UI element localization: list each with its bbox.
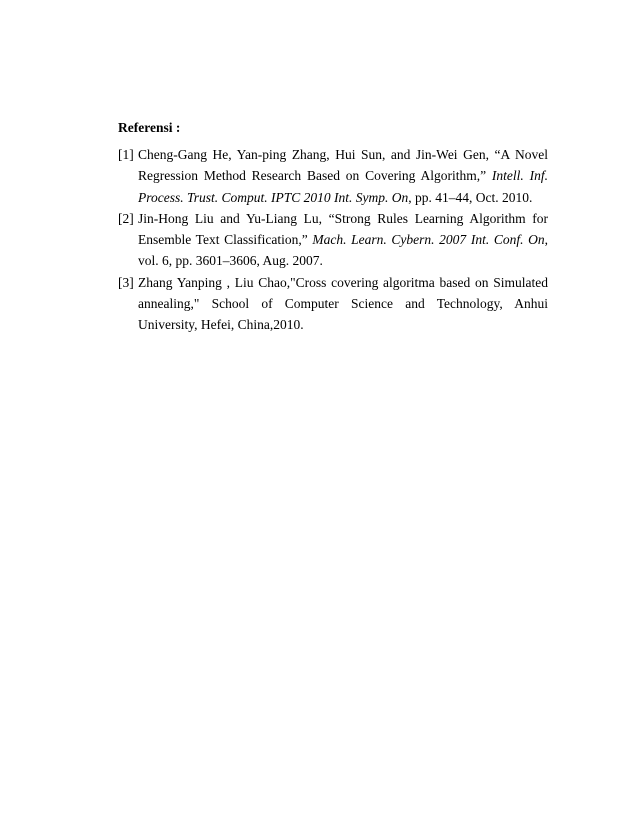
reference-text [138,144,548,208]
reference-number: [2] [118,210,134,226]
reference-item [118,272,548,336]
reference-tail: , pp. 41–44, Oct. 2010. [408,189,533,205]
references-heading: Referensi : [118,120,181,135]
reference-text [138,272,548,336]
reference-item [118,144,548,208]
reference-tail: , vol. 6, pp. 3601–3606, Aug. 2007. [138,232,548,269]
reference-text [138,208,548,272]
reference-lead: Cheng-Gang He, Yan-ping Zhang, Hui Sun, and Jin-Wei Gen, “A Novel Regression Method Research Based on Covering Algorithm,” [138,147,548,184]
reference-item [118,208,548,272]
reference-number: [3] [118,274,134,290]
reference-number: [1] [118,147,134,162]
reference-lead: Jin-Hong Liu and Yu-Liang Lu, “Strong Rules Learning Algorithm for Ensemble Text Classification,” [138,210,548,248]
reference-lead: Zhang Yanping , Liu Chao,"Cross covering algoritma based on Simulated annealing," School of Computer Science and Technology, Anhui University, Hefei, China,2010. [138,274,548,333]
reference-venue: Mach. Learn. Cybern. 2007 Int. Conf. On [312,232,545,248]
reference-venue: Intell. Inf. Process. Trust. Comput. IPTC 2010 Int. Symp. On [138,168,548,205]
references-section [118,118,548,336]
